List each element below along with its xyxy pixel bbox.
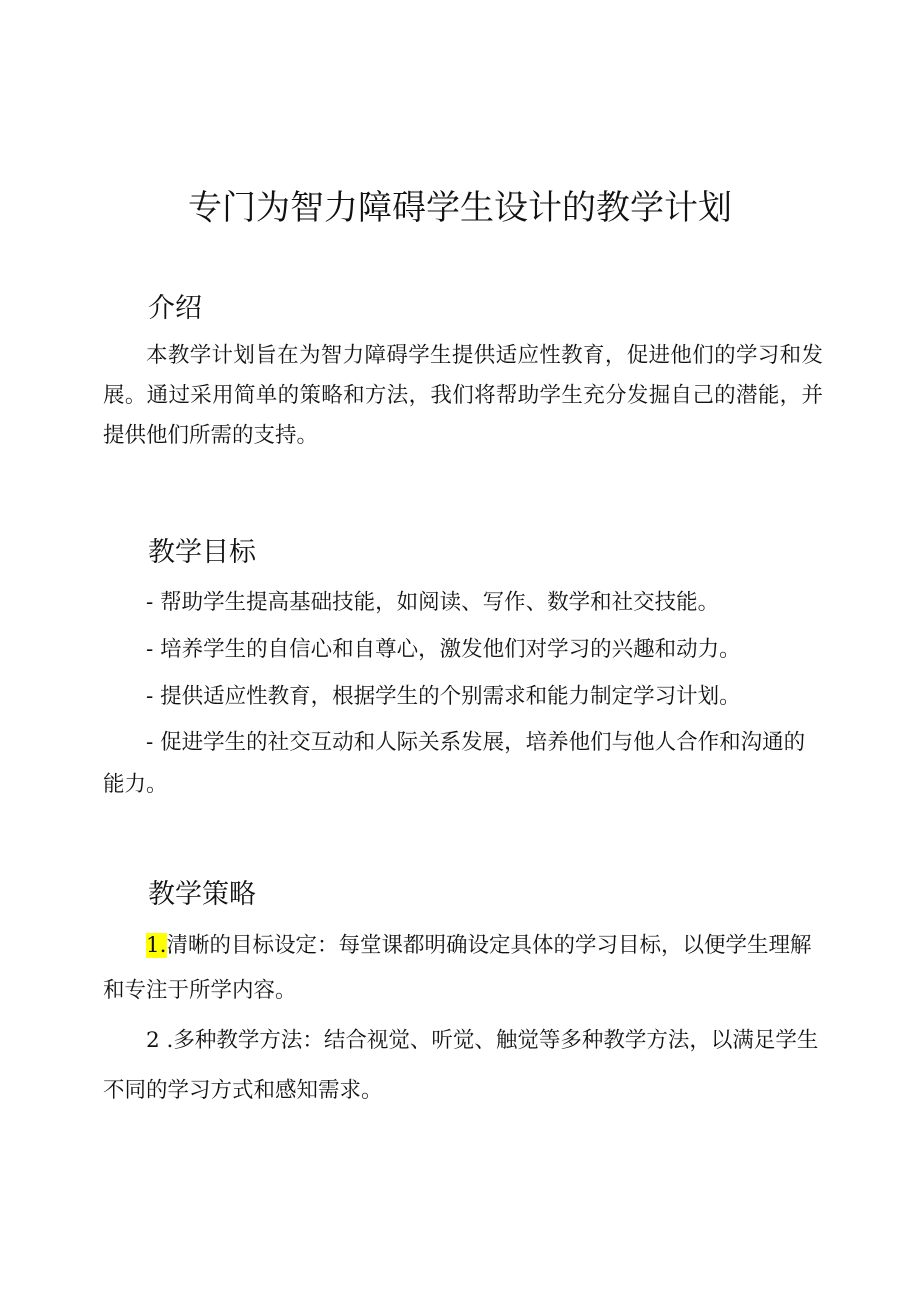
goal-item: - 培养学生的自信心和自尊心，激发他们对学习的兴趣和动力。 xyxy=(146,637,741,662)
goal-item: - 提供适应性教育，根据学生的个别需求和能力制定学习计划。 xyxy=(146,684,741,709)
strategy-item xyxy=(103,923,823,1013)
section-heading-goals: 教学目标 xyxy=(148,537,256,568)
intro-paragraph: 本教学计划旨在为智力障碍学生提供适应性教育，促进他们的学习和发展。通过采用简单的策略和方法，我们将帮助学生充分发掘自己的潜能，并提供他们所需的支持。 xyxy=(103,343,823,448)
document-title: 专门为智力障碍学生设计的教学计划 xyxy=(188,188,732,228)
strategy-text: 清晰的目标设定：每堂课都明确设定具体的学习目标，以便学生理解和专注于所学内容。 xyxy=(103,933,812,1003)
strategy-item xyxy=(103,1016,823,1116)
section-heading-intro: 介绍 xyxy=(148,293,202,324)
strategy-number: 2 . xyxy=(146,1028,174,1053)
goal-item: - 帮助学生提高基础技能，如阅读、写作、数学和社交技能。 xyxy=(146,590,720,615)
strategy-text: 多种教学方法：结合视觉、听觉、触觉等多种教学方法，以满足学生不同的学习方式和感知需求。 xyxy=(103,1028,819,1103)
strategy-number-highlighted: 1. xyxy=(146,933,167,958)
goal-item: - 促进学生的社交互动和人际关系发展，培养他们与他人合作和沟通的能力。 xyxy=(103,730,806,797)
section-heading-strategies: 教学策略 xyxy=(148,879,256,910)
